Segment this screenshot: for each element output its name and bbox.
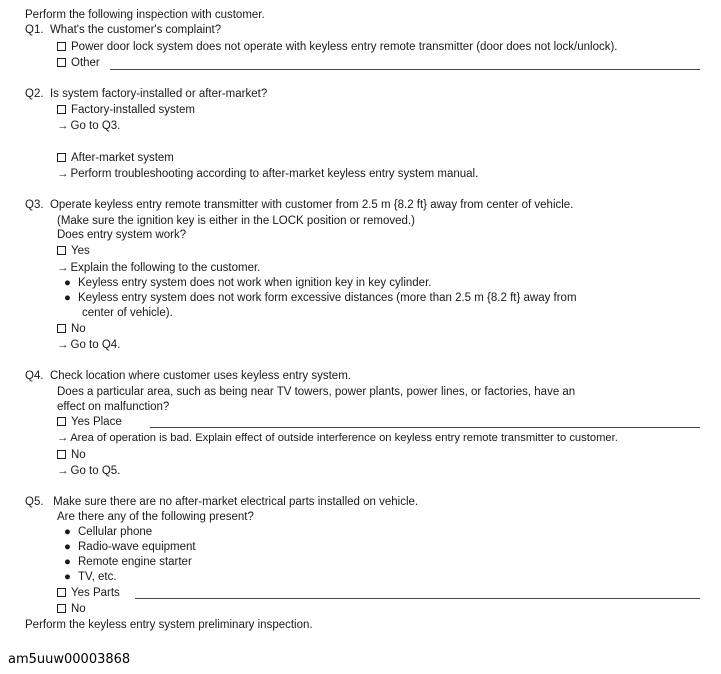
q4-yes-action (57, 431, 618, 445)
q3-bullet-2-cont: center of vehicle). (82, 307, 173, 319)
q4-place-line[interactable] (150, 427, 700, 428)
q2-goto-1 (57, 119, 120, 133)
q5-label: Q5. (25, 496, 44, 508)
q5-item (64, 570, 117, 584)
q3-bullet-1 (64, 276, 431, 290)
q4-line-3: effect on malfunction? (57, 401, 170, 413)
q5-question (25, 495, 418, 509)
arrow-right-icon: → (57, 339, 69, 351)
q1-option-1-label: Power door lock system does not operate with keyless entry remote transmitter (door does not lock/unlock). (71, 41, 618, 53)
q3-bullet-2-text: Keyless entry system does not work form excessive distances (more than 2.5 m {8.2 ft} away from (78, 292, 577, 304)
checkbox[interactable] (57, 417, 66, 426)
bullet-icon: ● (64, 556, 71, 568)
checkbox[interactable] (57, 324, 66, 333)
q2-question (25, 87, 267, 101)
q3-yes-action-label: Explain the following to the customer. (70, 262, 261, 274)
arrow-right-icon: → (57, 120, 69, 132)
q5-item (64, 555, 192, 569)
bullet-icon: ● (64, 526, 71, 538)
bullet-icon: ● (64, 541, 71, 553)
q5-no-option[interactable] (57, 602, 86, 616)
q3-no-option[interactable] (57, 322, 86, 336)
q3-bullet-1-text: Keyless entry system does not work when ignition key in key cylinder. (78, 277, 432, 289)
checkbox[interactable] (57, 604, 66, 613)
q5-item (64, 525, 152, 539)
q3-yes-label: Yes (71, 245, 90, 257)
document-code: am5uuw00003868 (8, 652, 131, 667)
bullet-icon: ● (64, 571, 71, 583)
q4-no-label: No (71, 449, 86, 461)
q5-no-label: No (71, 603, 86, 615)
q3-label: Q3. (25, 199, 44, 211)
q5-item-text: Radio-wave equipment (78, 541, 196, 553)
checkbox[interactable] (57, 588, 66, 597)
q1-text: What's the customer's complaint? (49, 24, 222, 36)
q2-option-1[interactable] (57, 103, 195, 117)
q3-question (25, 198, 573, 212)
q4-question (25, 369, 351, 383)
q3-no-action-label: Go to Q4. (70, 339, 121, 351)
q4-line-1: Check location where customer uses keyless entry system. (49, 370, 351, 382)
checkbox[interactable] (57, 153, 66, 162)
q3-bullet-2 (64, 291, 577, 305)
arrow-right-icon: → (57, 465, 69, 477)
q2-option-2-label: After-market system (71, 152, 174, 164)
checkbox[interactable] (57, 450, 66, 459)
q4-yes-action-label: Area of operation is bad. Explain effect of outside interference on keyless entry remote transmitter to customer. (70, 432, 618, 444)
q5-item (64, 540, 196, 554)
bullet-icon: ● (64, 277, 71, 289)
q2-goto-1-label: Go to Q3. (70, 120, 121, 132)
q3-line-1: Operate keyless entry remote transmitter with customer from 2.5 m {8.2 ft} away from center of vehicle. (49, 199, 574, 211)
q2-option-2[interactable] (57, 151, 174, 165)
q5-yes-label: Yes Parts (71, 587, 120, 599)
intro-text: Perform the following inspection with customer. (25, 9, 265, 21)
q3-yes-option[interactable] (57, 244, 90, 258)
q5-yes-option[interactable] (57, 586, 120, 600)
q1-question (25, 23, 221, 37)
q4-line-2: Does a particular area, such as being near TV towers, power plants, power lines, or factories, have an (57, 386, 576, 398)
q2-label: Q2. (25, 88, 44, 100)
q4-label: Q4. (25, 370, 44, 382)
q4-yes-option[interactable] (57, 415, 122, 429)
arrow-right-icon: → (57, 262, 69, 274)
q4-no-action-label: Go to Q5. (70, 465, 121, 477)
q2-option-1-label: Factory-installed system (71, 104, 195, 116)
q4-yes-label: Yes Place (71, 416, 122, 428)
q5-item-text: TV, etc. (78, 571, 117, 583)
arrow-right-icon: → (57, 168, 69, 180)
q2-goto-2-label: Perform troubleshooting according to after-market keyless entry system manual. (70, 168, 479, 180)
q1-option-2[interactable] (57, 56, 100, 70)
q3-line-2: (Make sure the ignition key is either in the LOCK position or removed.) (57, 215, 415, 227)
q4-no-action (57, 464, 120, 478)
checkbox[interactable] (57, 105, 66, 114)
q4-no-option[interactable] (57, 448, 86, 462)
arrow-right-icon: → (57, 432, 69, 444)
q2-goto-2 (57, 167, 478, 181)
checkbox[interactable] (57, 246, 66, 255)
q2-text: Is system factory-installed or after-market? (49, 88, 268, 100)
q5-parts-line[interactable] (135, 598, 700, 599)
q3-no-label: No (71, 323, 86, 335)
checkbox[interactable] (57, 42, 66, 51)
q3-no-action (57, 338, 120, 352)
q1-option-2-label: Other (71, 57, 100, 69)
q5-line-2: Are there any of the following present? (57, 511, 254, 523)
q1-label: Q1. (25, 24, 44, 36)
q5-item-text: Cellular phone (78, 526, 153, 538)
checkbox[interactable] (57, 58, 66, 67)
q1-other-line[interactable] (110, 69, 700, 70)
q3-line-3: Does entry system work? (57, 229, 187, 241)
bullet-icon: ● (64, 292, 71, 304)
q5-item-text: Remote engine starter (78, 556, 192, 568)
q1-option-1[interactable] (57, 40, 618, 54)
q3-yes-action (57, 261, 260, 275)
q5-line-1: Make sure there are no after-market electrical parts installed on vehicle. (53, 496, 419, 508)
outro-text: Perform the keyless entry system preliminary inspection. (25, 619, 313, 631)
